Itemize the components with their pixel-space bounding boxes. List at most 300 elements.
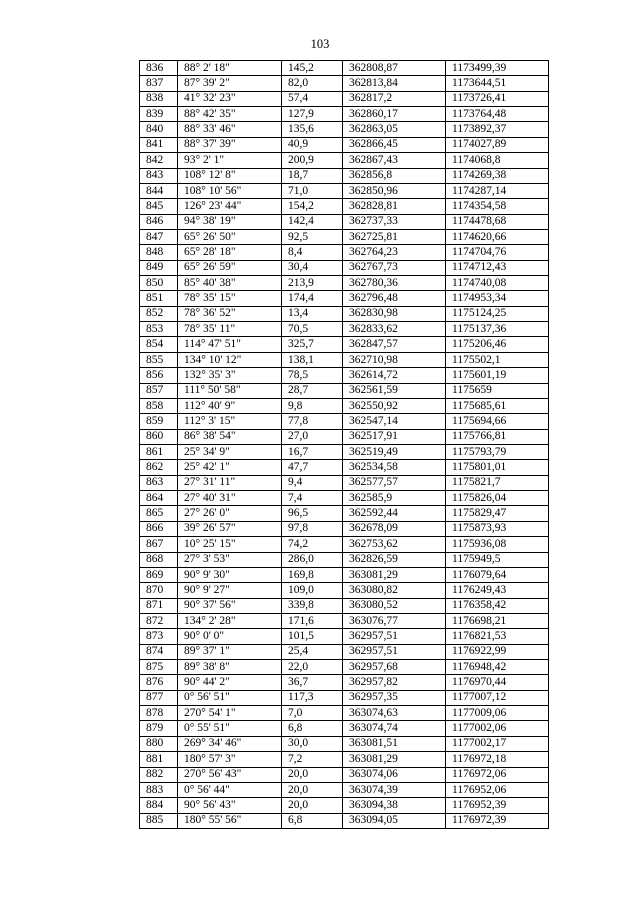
direction-angle-cell: 90° 9' 30" [178, 567, 282, 582]
table-row [140, 337, 549, 352]
length-cell: 22,0 [282, 660, 343, 675]
x-coordinate-cell: 362547,14 [343, 414, 446, 429]
length-cell: 7,0 [282, 706, 343, 721]
x-coordinate-cell: 362550,92 [343, 398, 446, 413]
y-coordinate-cell: 1174287,14 [446, 183, 549, 198]
point-number-cell: 838 [140, 91, 178, 106]
y-coordinate-cell: 1175821,7 [446, 475, 549, 490]
table-row [140, 706, 549, 721]
y-coordinate-cell: 1173726,41 [446, 91, 549, 106]
y-coordinate-cell: 1174712,43 [446, 260, 549, 275]
table-row [140, 183, 549, 198]
length-cell: 71,0 [282, 183, 343, 198]
y-coordinate-cell: 1177009,06 [446, 706, 549, 721]
length-cell: 145,2 [282, 61, 343, 76]
point-number-cell: 860 [140, 429, 178, 444]
y-coordinate-cell: 1173644,51 [446, 76, 549, 91]
point-number-cell: 841 [140, 137, 178, 152]
y-coordinate-cell: 1175601,19 [446, 368, 549, 383]
y-coordinate-cell: 1176922,99 [446, 644, 549, 659]
direction-angle-cell: 85° 40' 38" [178, 276, 282, 291]
point-number-cell: 852 [140, 306, 178, 321]
length-cell: 18,7 [282, 168, 343, 183]
x-coordinate-cell: 362833,62 [343, 322, 446, 337]
direction-angle-cell: 93° 2' 1" [178, 153, 282, 168]
x-coordinate-cell: 362957,82 [343, 675, 446, 690]
table-row [140, 306, 549, 321]
direction-angle-cell: 25° 34' 9" [178, 444, 282, 459]
point-number-cell: 847 [140, 229, 178, 244]
direction-angle-cell: 88° 37' 39" [178, 137, 282, 152]
y-coordinate-cell: 1173764,48 [446, 107, 549, 122]
table-row [140, 475, 549, 490]
point-number-cell: 839 [140, 107, 178, 122]
table-row [140, 398, 549, 413]
length-cell: 40,9 [282, 137, 343, 152]
x-coordinate-cell: 362828,81 [343, 199, 446, 214]
point-number-cell: 867 [140, 537, 178, 552]
point-number-cell: 855 [140, 352, 178, 367]
x-coordinate-cell: 362957,51 [343, 629, 446, 644]
y-coordinate-cell: 1175793,79 [446, 444, 549, 459]
point-number-cell: 842 [140, 153, 178, 168]
direction-angle-cell: 41° 32' 23" [178, 91, 282, 106]
table-row [140, 690, 549, 705]
x-coordinate-cell: 362796,48 [343, 291, 446, 306]
x-coordinate-cell: 362863,05 [343, 122, 446, 137]
table-row [140, 567, 549, 582]
direction-angle-cell: 78° 35' 15" [178, 291, 282, 306]
table-row [140, 598, 549, 613]
x-coordinate-cell: 363081,51 [343, 736, 446, 751]
direction-angle-cell: 180° 55' 56" [178, 813, 282, 828]
point-number-cell: 873 [140, 629, 178, 644]
point-number-cell: 864 [140, 491, 178, 506]
x-coordinate-cell: 363074,63 [343, 706, 446, 721]
x-coordinate-cell: 362585,9 [343, 491, 446, 506]
point-number-cell: 880 [140, 736, 178, 751]
x-coordinate-cell: 362808,87 [343, 61, 446, 76]
point-number-cell: 872 [140, 613, 178, 628]
direction-angle-cell: 88° 2' 18" [178, 61, 282, 76]
table-row [140, 229, 549, 244]
table-row [140, 137, 549, 152]
y-coordinate-cell: 1175766,81 [446, 429, 549, 444]
x-coordinate-cell: 363094,38 [343, 798, 446, 813]
direction-angle-cell: 90° 0' 0" [178, 629, 282, 644]
table-row [140, 76, 549, 91]
y-coordinate-cell: 1177007,12 [446, 690, 549, 705]
point-number-cell: 882 [140, 767, 178, 782]
length-cell: 96,5 [282, 506, 343, 521]
table-row [140, 736, 549, 751]
y-coordinate-cell: 1176698,21 [446, 613, 549, 628]
point-number-cell: 869 [140, 567, 178, 582]
point-number-cell: 868 [140, 552, 178, 567]
x-coordinate-cell: 363081,29 [343, 752, 446, 767]
length-cell: 101,5 [282, 629, 343, 644]
table-row [140, 153, 549, 168]
length-cell: 169,8 [282, 567, 343, 582]
coordinates-table-body [140, 61, 549, 829]
point-number-cell: 874 [140, 644, 178, 659]
y-coordinate-cell: 1175829,47 [446, 506, 549, 521]
x-coordinate-cell: 362561,59 [343, 383, 446, 398]
y-coordinate-cell: 1175124,25 [446, 306, 549, 321]
length-cell: 9,4 [282, 475, 343, 490]
length-cell: 286,0 [282, 552, 343, 567]
y-coordinate-cell: 1176952,39 [446, 798, 549, 813]
direction-angle-cell: 134° 10' 12" [178, 352, 282, 367]
y-coordinate-cell: 1174269,38 [446, 168, 549, 183]
point-number-cell: 840 [140, 122, 178, 137]
point-number-cell: 837 [140, 76, 178, 91]
x-coordinate-cell: 363074,39 [343, 782, 446, 797]
length-cell: 154,2 [282, 199, 343, 214]
length-cell: 135,6 [282, 122, 343, 137]
coordinates-table [139, 60, 549, 829]
y-coordinate-cell: 1174478,68 [446, 214, 549, 229]
table-row [140, 107, 549, 122]
table-row [140, 629, 549, 644]
table-row [140, 491, 549, 506]
direction-angle-cell: 65° 26' 59" [178, 260, 282, 275]
x-coordinate-cell: 362753,62 [343, 537, 446, 552]
table-row [140, 429, 549, 444]
direction-angle-cell: 0° 56' 44" [178, 782, 282, 797]
y-coordinate-cell: 1173892,37 [446, 122, 549, 137]
length-cell: 20,0 [282, 767, 343, 782]
x-coordinate-cell: 362957,68 [343, 660, 446, 675]
direction-angle-cell: 94° 38' 19" [178, 214, 282, 229]
direction-angle-cell: 114° 47' 51" [178, 337, 282, 352]
length-cell: 30,0 [282, 736, 343, 751]
y-coordinate-cell: 1175801,01 [446, 460, 549, 475]
y-coordinate-cell: 1176970,44 [446, 675, 549, 690]
length-cell: 325,7 [282, 337, 343, 352]
length-cell: 25,4 [282, 644, 343, 659]
length-cell: 8,4 [282, 245, 343, 260]
table-row [140, 245, 549, 260]
direction-angle-cell: 27° 3' 53" [178, 552, 282, 567]
point-number-cell: 870 [140, 583, 178, 598]
direction-angle-cell: 27° 31' 11" [178, 475, 282, 490]
length-cell: 127,9 [282, 107, 343, 122]
table-row [140, 460, 549, 475]
point-number-cell: 871 [140, 598, 178, 613]
y-coordinate-cell: 1175685,61 [446, 398, 549, 413]
point-number-cell: 849 [140, 260, 178, 275]
point-number-cell: 858 [140, 398, 178, 413]
point-number-cell: 854 [140, 337, 178, 352]
y-coordinate-cell: 1174068,8 [446, 153, 549, 168]
direction-angle-cell: 86° 38' 54" [178, 429, 282, 444]
y-coordinate-cell: 1176952,06 [446, 782, 549, 797]
length-cell: 27,0 [282, 429, 343, 444]
length-cell: 174,4 [282, 291, 343, 306]
direction-angle-cell: 270° 56' 43" [178, 767, 282, 782]
table-row [140, 414, 549, 429]
x-coordinate-cell: 362780,36 [343, 276, 446, 291]
direction-angle-cell: 180° 57' 3" [178, 752, 282, 767]
y-coordinate-cell: 1173499,39 [446, 61, 549, 76]
point-number-cell: 879 [140, 721, 178, 736]
x-coordinate-cell: 362826,59 [343, 552, 446, 567]
x-coordinate-cell: 362830,98 [343, 306, 446, 321]
direction-angle-cell: 87° 39' 2" [178, 76, 282, 91]
x-coordinate-cell: 363080,82 [343, 583, 446, 598]
y-coordinate-cell: 1174740,08 [446, 276, 549, 291]
point-number-cell: 846 [140, 214, 178, 229]
x-coordinate-cell: 362957,35 [343, 690, 446, 705]
point-number-cell: 877 [140, 690, 178, 705]
x-coordinate-cell: 362614,72 [343, 368, 446, 383]
y-coordinate-cell: 1174704,76 [446, 245, 549, 260]
x-coordinate-cell: 363074,06 [343, 767, 446, 782]
length-cell: 9,8 [282, 398, 343, 413]
y-coordinate-cell: 1174354,58 [446, 199, 549, 214]
direction-angle-cell: 88° 42' 35" [178, 107, 282, 122]
length-cell: 82,0 [282, 76, 343, 91]
length-cell: 28,7 [282, 383, 343, 398]
y-coordinate-cell: 1177002,06 [446, 721, 549, 736]
y-coordinate-cell: 1176972,06 [446, 767, 549, 782]
direction-angle-cell: 65° 28' 18" [178, 245, 282, 260]
table-row [140, 276, 549, 291]
length-cell: 70,5 [282, 322, 343, 337]
table-row [140, 122, 549, 137]
y-coordinate-cell: 1175694,66 [446, 414, 549, 429]
length-cell: 7,2 [282, 752, 343, 767]
table-row [140, 721, 549, 736]
point-number-cell: 885 [140, 813, 178, 828]
x-coordinate-cell: 363081,29 [343, 567, 446, 582]
direction-angle-cell: 78° 35' 11" [178, 322, 282, 337]
x-coordinate-cell: 362817,2 [343, 91, 446, 106]
direction-angle-cell: 108° 10' 56" [178, 183, 282, 198]
direction-angle-cell: 112° 3' 15" [178, 414, 282, 429]
length-cell: 20,0 [282, 782, 343, 797]
point-number-cell: 859 [140, 414, 178, 429]
y-coordinate-cell: 1176079,64 [446, 567, 549, 582]
direction-angle-cell: 126° 23' 44" [178, 199, 282, 214]
table-row [140, 291, 549, 306]
table-row [140, 322, 549, 337]
x-coordinate-cell: 362577,57 [343, 475, 446, 490]
direction-angle-cell: 90° 9' 27" [178, 583, 282, 598]
length-cell: 138,1 [282, 352, 343, 367]
direction-angle-cell: 90° 56' 43" [178, 798, 282, 813]
direction-angle-cell: 112° 40' 9" [178, 398, 282, 413]
direction-angle-cell: 27° 40' 31" [178, 491, 282, 506]
direction-angle-cell: 89° 37' 1" [178, 644, 282, 659]
point-number-cell: 836 [140, 61, 178, 76]
x-coordinate-cell: 362517,91 [343, 429, 446, 444]
x-coordinate-cell: 362710,98 [343, 352, 446, 367]
table-row [140, 767, 549, 782]
y-coordinate-cell: 1176972,18 [446, 752, 549, 767]
y-coordinate-cell: 1175936,08 [446, 537, 549, 552]
table-row [140, 352, 549, 367]
point-number-cell: 878 [140, 706, 178, 721]
point-number-cell: 848 [140, 245, 178, 260]
length-cell: 78,5 [282, 368, 343, 383]
y-coordinate-cell: 1174620,66 [446, 229, 549, 244]
x-coordinate-cell: 362767,73 [343, 260, 446, 275]
point-number-cell: 863 [140, 475, 178, 490]
length-cell: 74,2 [282, 537, 343, 552]
x-coordinate-cell: 362592,44 [343, 506, 446, 521]
page-number: 103 [310, 37, 330, 51]
table-row [140, 798, 549, 813]
point-number-cell: 862 [140, 460, 178, 475]
length-cell: 77,8 [282, 414, 343, 429]
table-row [140, 552, 549, 567]
direction-angle-cell: 134° 2' 28" [178, 613, 282, 628]
table-row [140, 537, 549, 552]
length-cell: 20,0 [282, 798, 343, 813]
y-coordinate-cell: 1175137,36 [446, 322, 549, 337]
length-cell: 97,8 [282, 521, 343, 536]
x-coordinate-cell: 363094,05 [343, 813, 446, 828]
point-number-cell: 843 [140, 168, 178, 183]
table-row [140, 752, 549, 767]
table-row [140, 644, 549, 659]
table-row [140, 168, 549, 183]
table-row [140, 813, 549, 828]
table-row [140, 675, 549, 690]
x-coordinate-cell: 362866,45 [343, 137, 446, 152]
x-coordinate-cell: 362737,33 [343, 214, 446, 229]
point-number-cell: 865 [140, 506, 178, 521]
x-coordinate-cell: 363076,77 [343, 613, 446, 628]
x-coordinate-cell: 362534,58 [343, 460, 446, 475]
point-number-cell: 857 [140, 383, 178, 398]
length-cell: 16,7 [282, 444, 343, 459]
point-number-cell: 876 [140, 675, 178, 690]
point-number-cell: 856 [140, 368, 178, 383]
table-row [140, 660, 549, 675]
length-cell: 92,5 [282, 229, 343, 244]
point-number-cell: 875 [140, 660, 178, 675]
x-coordinate-cell: 362847,57 [343, 337, 446, 352]
direction-angle-cell: 0° 56' 51" [178, 690, 282, 705]
point-number-cell: 844 [140, 183, 178, 198]
direction-angle-cell: 111° 50' 58" [178, 383, 282, 398]
x-coordinate-cell: 362957,51 [343, 644, 446, 659]
x-coordinate-cell: 362764,23 [343, 245, 446, 260]
table-row [140, 782, 549, 797]
y-coordinate-cell: 1176972,39 [446, 813, 549, 828]
table-row [140, 61, 549, 76]
point-number-cell: 850 [140, 276, 178, 291]
y-coordinate-cell: 1175206,46 [446, 337, 549, 352]
point-number-cell: 884 [140, 798, 178, 813]
y-coordinate-cell: 1175949,5 [446, 552, 549, 567]
length-cell: 109,0 [282, 583, 343, 598]
length-cell: 30,4 [282, 260, 343, 275]
direction-angle-cell: 65° 26' 50" [178, 229, 282, 244]
table-row [140, 613, 549, 628]
table-row [140, 583, 549, 598]
length-cell: 171,6 [282, 613, 343, 628]
y-coordinate-cell: 1175826,04 [446, 491, 549, 506]
direction-angle-cell: 108° 12' 8" [178, 168, 282, 183]
y-coordinate-cell: 1175659 [446, 383, 549, 398]
table-row [140, 214, 549, 229]
length-cell: 6,8 [282, 721, 343, 736]
length-cell: 7,4 [282, 491, 343, 506]
direction-angle-cell: 132° 35' 3" [178, 368, 282, 383]
direction-angle-cell: 269° 34' 46" [178, 736, 282, 751]
x-coordinate-cell: 362860,17 [343, 107, 446, 122]
y-coordinate-cell: 1174027,89 [446, 137, 549, 152]
point-number-cell: 853 [140, 322, 178, 337]
table-row [140, 368, 549, 383]
table-row [140, 521, 549, 536]
point-number-cell: 881 [140, 752, 178, 767]
direction-angle-cell: 90° 37' 56" [178, 598, 282, 613]
direction-angle-cell: 78° 36' 52" [178, 306, 282, 321]
point-number-cell: 861 [140, 444, 178, 459]
table-row [140, 383, 549, 398]
length-cell: 13,4 [282, 306, 343, 321]
x-coordinate-cell: 362856,8 [343, 168, 446, 183]
length-cell: 36,7 [282, 675, 343, 690]
x-coordinate-cell: 362850,96 [343, 183, 446, 198]
length-cell: 213,9 [282, 276, 343, 291]
x-coordinate-cell: 363080,52 [343, 598, 446, 613]
direction-angle-cell: 0° 55' 51" [178, 721, 282, 736]
length-cell: 200,9 [282, 153, 343, 168]
table-row [140, 506, 549, 521]
y-coordinate-cell: 1176948,42 [446, 660, 549, 675]
direction-angle-cell: 89° 38' 8" [178, 660, 282, 675]
direction-angle-cell: 25° 42' 1" [178, 460, 282, 475]
y-coordinate-cell: 1175502,1 [446, 352, 549, 367]
table-row [140, 91, 549, 106]
y-coordinate-cell: 1177002,17 [446, 736, 549, 751]
direction-angle-cell: 39° 26' 57" [178, 521, 282, 536]
point-number-cell: 883 [140, 782, 178, 797]
direction-angle-cell: 27° 26' 0" [178, 506, 282, 521]
point-number-cell: 866 [140, 521, 178, 536]
x-coordinate-cell: 363074,74 [343, 721, 446, 736]
table-row [140, 199, 549, 214]
x-coordinate-cell: 362813,84 [343, 76, 446, 91]
x-coordinate-cell: 362725,81 [343, 229, 446, 244]
y-coordinate-cell: 1176249,43 [446, 583, 549, 598]
length-cell: 339,8 [282, 598, 343, 613]
length-cell: 47,7 [282, 460, 343, 475]
length-cell: 6,8 [282, 813, 343, 828]
x-coordinate-cell: 362867,43 [343, 153, 446, 168]
point-number-cell: 845 [140, 199, 178, 214]
length-cell: 57,4 [282, 91, 343, 106]
direction-angle-cell: 88° 33' 46" [178, 122, 282, 137]
point-number-cell: 851 [140, 291, 178, 306]
y-coordinate-cell: 1174953,34 [446, 291, 549, 306]
x-coordinate-cell: 362519,49 [343, 444, 446, 459]
y-coordinate-cell: 1175873,93 [446, 521, 549, 536]
direction-angle-cell: 90° 44' 2" [178, 675, 282, 690]
length-cell: 117,3 [282, 690, 343, 705]
y-coordinate-cell: 1176358,42 [446, 598, 549, 613]
table-row [140, 444, 549, 459]
x-coordinate-cell: 362678,09 [343, 521, 446, 536]
direction-angle-cell: 10° 25' 15" [178, 537, 282, 552]
table-row [140, 260, 549, 275]
